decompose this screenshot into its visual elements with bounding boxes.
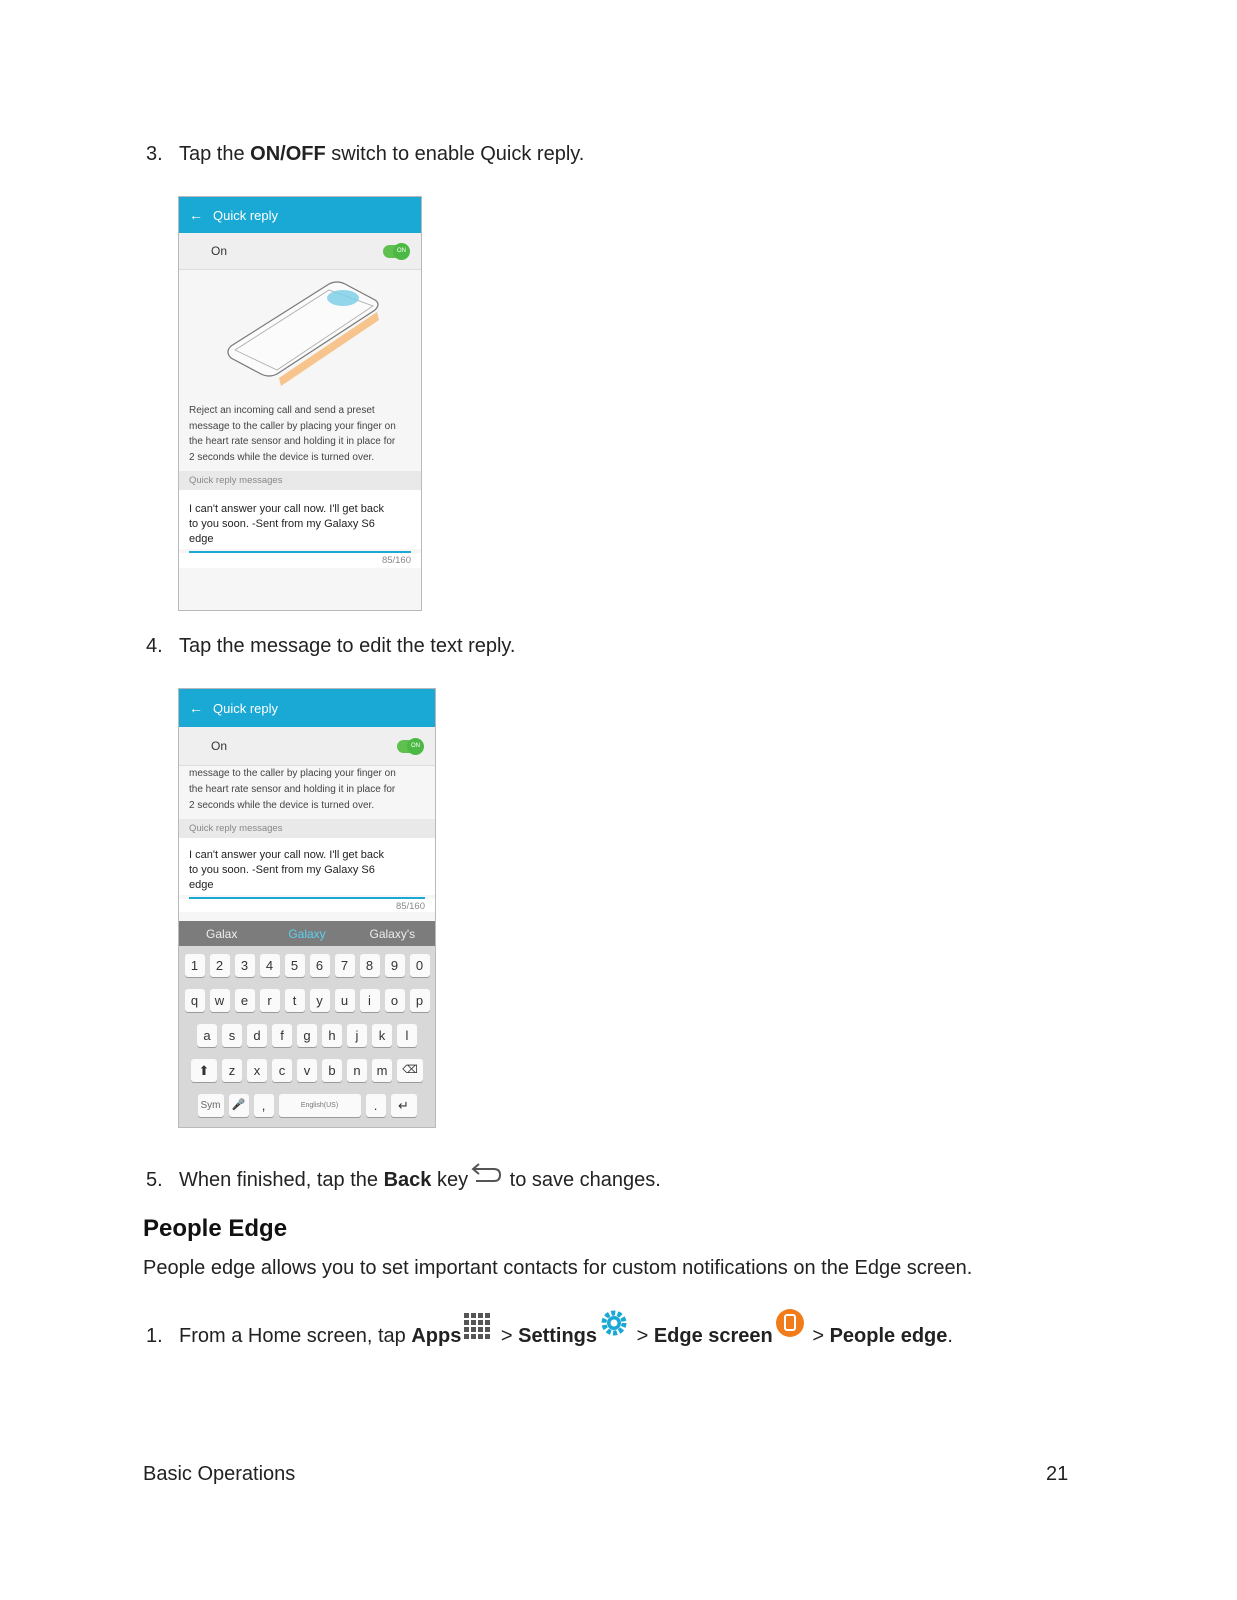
enter-icon[interactable]: ↵ <box>391 1094 417 1117</box>
comma-key[interactable]: , <box>254 1094 274 1117</box>
key[interactable]: d <box>247 1024 267 1047</box>
key[interactable]: s <box>222 1024 242 1047</box>
app-bar-title: Quick reply <box>213 207 279 223</box>
step-1: 1. From a Home screen, tap Apps > Settings > Edge screen > People edge. <box>146 1308 953 1348</box>
shift-icon[interactable]: ⬆ <box>191 1059 217 1082</box>
key[interactable]: 6 <box>310 954 330 977</box>
back-arrow-icon: ← <box>189 700 203 716</box>
key[interactable]: q <box>185 989 205 1012</box>
settings-gear-icon <box>599 1308 629 1338</box>
key[interactable]: e <box>235 989 255 1012</box>
key[interactable]: i <box>360 989 380 1012</box>
on-off-switch: ON <box>397 740 423 753</box>
key[interactable]: x <box>247 1059 267 1082</box>
backspace-icon[interactable]: ⌫ <box>397 1059 423 1082</box>
page-number: 21 <box>1046 1463 1069 1485</box>
app-bar <box>179 689 435 727</box>
key-row-space <box>179 1094 435 1117</box>
key[interactable]: p <box>410 989 430 1012</box>
app-bar-title: Quick reply <box>213 700 279 716</box>
key[interactable]: 1 <box>185 954 205 977</box>
step-3: 3. Tap the ON/OFF switch to enable Quick reply. <box>146 143 585 165</box>
key[interactable]: 3 <box>235 954 255 977</box>
suggestion[interactable]: Galaxy <box>288 926 326 941</box>
phone-illustration <box>179 270 421 397</box>
key-row-numbers <box>179 954 435 977</box>
key-row-top <box>179 989 435 1012</box>
footer-section-name: Basic Operations <box>143 1463 296 1485</box>
quick-reply-message[interactable]: I can't answer your call now. I'll get back to you soon. -Sent from my Galaxy S6 edge <box>179 838 435 895</box>
quick-reply-screenshot-2 <box>178 688 436 1128</box>
key[interactable]: j <box>347 1024 367 1047</box>
on-label: On <box>211 244 228 258</box>
key-row-home <box>179 1024 435 1047</box>
key[interactable]: z <box>222 1059 242 1082</box>
key[interactable]: y <box>310 989 330 1012</box>
key[interactable]: 5 <box>285 954 305 977</box>
key[interactable]: k <box>372 1024 392 1047</box>
key[interactable]: g <box>297 1024 317 1047</box>
quick-reply-screenshot-1 <box>178 196 422 611</box>
back-arrow-icon: ← <box>189 207 203 223</box>
apps-grid-icon <box>463 1312 493 1342</box>
section-paragraph: People edge allows you to set important contacts for custom notifications on the Edge screen. <box>143 1257 973 1279</box>
phone-illustration-icon <box>179 270 421 397</box>
suggestion[interactable]: Galax <box>205 926 238 941</box>
section-label: Quick reply messages <box>179 819 435 838</box>
key[interactable]: m <box>372 1059 392 1082</box>
on-row <box>179 233 421 270</box>
key[interactable]: o <box>385 989 405 1012</box>
key[interactable]: l <box>397 1024 417 1047</box>
char-count: 85/160 <box>179 899 435 912</box>
microphone-icon[interactable]: 🎤 <box>229 1094 249 1117</box>
period-key[interactable]: . <box>366 1094 386 1117</box>
char-count: 85/160 <box>179 553 421 568</box>
key[interactable]: 4 <box>260 954 280 977</box>
step-5: 5. When finished, tap the Back key to save changes. <box>146 1160 661 1192</box>
key[interactable]: c <box>272 1059 292 1082</box>
key[interactable]: f <box>272 1024 292 1047</box>
key[interactable]: b <box>322 1059 342 1082</box>
key[interactable]: t <box>285 989 305 1012</box>
on-row <box>179 727 435 766</box>
key[interactable]: a <box>197 1024 217 1047</box>
quick-reply-message: I can't answer your call now. I'll get back to you soon. -Sent from my Galaxy S6 edge <box>179 490 421 549</box>
description: Reject an incoming call and send a preset message to the caller by placing your finger on the heart rate sensor and holding it in place for 2 seconds while the device is turned over. <box>189 405 396 463</box>
key[interactable]: 7 <box>335 954 355 977</box>
key[interactable]: n <box>347 1059 367 1082</box>
on-label: On <box>211 739 228 753</box>
edge-screen-icon <box>775 1308 805 1338</box>
section-label: Quick reply messages <box>179 471 421 490</box>
key[interactable]: v <box>297 1059 317 1082</box>
key[interactable]: r <box>260 989 280 1012</box>
suggestion[interactable]: Galaxy's <box>369 926 416 941</box>
key[interactable]: 8 <box>360 954 380 977</box>
description: message to the caller by placing your finger on the heart rate sensor and holding it in place for 2 seconds while the device is turned over. <box>189 768 396 811</box>
key[interactable]: h <box>322 1024 342 1047</box>
key[interactable]: 9 <box>385 954 405 977</box>
key[interactable]: 0 <box>410 954 430 977</box>
key[interactable]: 2 <box>210 954 230 977</box>
key-row-bottom <box>179 1059 435 1082</box>
app-bar <box>179 197 421 233</box>
keyboard <box>179 921 435 1127</box>
key[interactable]: w <box>210 989 230 1012</box>
key[interactable]: u <box>335 989 355 1012</box>
step-4: 4. Tap the message to edit the text reply. <box>146 635 516 657</box>
space-key[interactable]: English(US) <box>279 1094 361 1117</box>
suggestion-bar <box>179 921 435 946</box>
sym-key[interactable]: Sym <box>198 1094 224 1117</box>
back-key-icon <box>470 1160 502 1184</box>
section-heading: People Edge <box>143 1215 288 1242</box>
on-off-switch: ON <box>383 245 409 258</box>
